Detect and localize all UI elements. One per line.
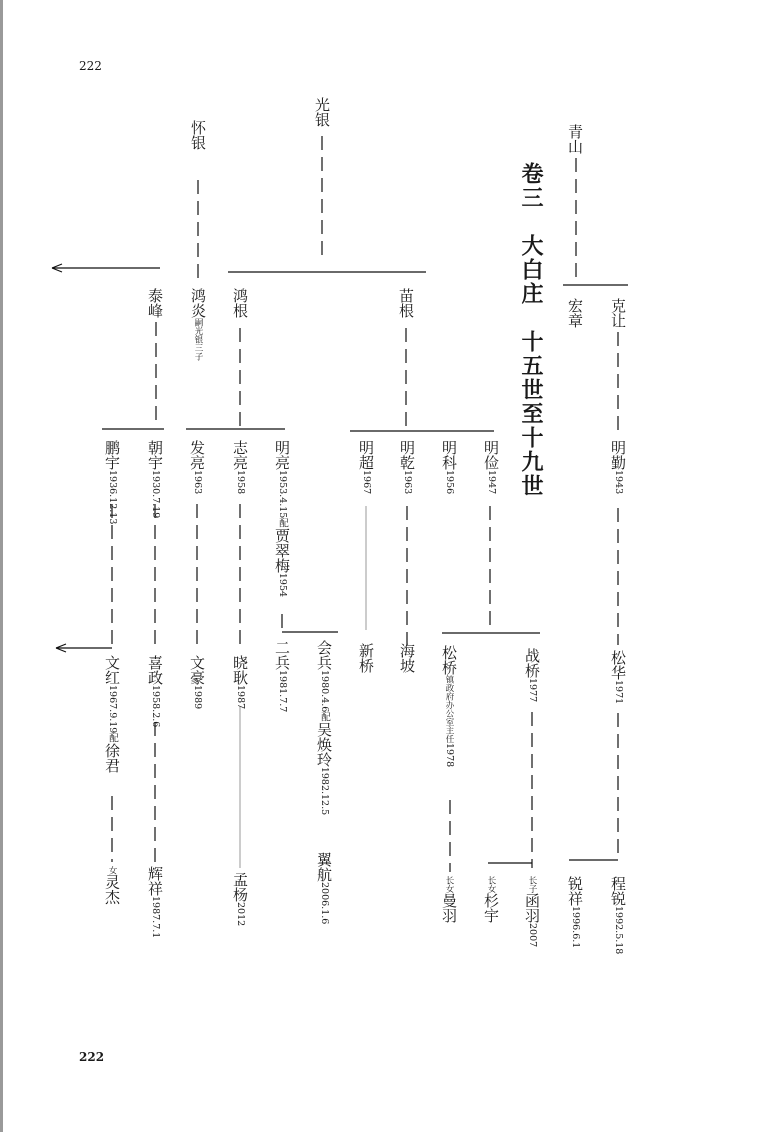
person-mingke: 明科1956 (440, 440, 458, 495)
person-faliang: 发亮1963 (188, 440, 206, 495)
page-title: 卷三 大白庄 十五世至十九世 (518, 162, 544, 498)
person-chengrui: 程锐1992.5.18 (609, 876, 627, 955)
person-hanyu: 长子函羽2007 (523, 876, 541, 948)
person-zhiliang: 志亮1958 (231, 440, 249, 495)
person-shanyu: 长女杉宇 (482, 876, 500, 923)
person-hongyan: 鸿炎嗣光银三子 (189, 288, 207, 361)
person-guangyin: 光银 (313, 97, 331, 127)
person-huaiyin: 怀银 (189, 120, 207, 150)
page-number-top: 222 (79, 59, 102, 73)
person-wenhao: 文豪1989 (188, 655, 206, 710)
person-taifeng: 泰峰 (146, 288, 164, 318)
person-xinqiao: 新桥 (357, 643, 375, 673)
person-mingjian: 明俭1947 (482, 440, 500, 495)
person-chaoyu: 朝宇1930.7.19 (146, 440, 164, 519)
person-zhanqiao: 战桥1977 (523, 648, 541, 703)
person-pengyu: 鹏宇1936.12.13 (103, 440, 121, 525)
page-number-bottom: 222 (79, 1050, 105, 1064)
person-wenhong: 文红1967.9.19配徐君 (103, 655, 121, 773)
person-huixiang: 辉祥1987.7.1 (146, 866, 164, 939)
person-xizheng: 喜政1958.2.6 (146, 655, 164, 728)
person-ruixiang: 锐祥1996.6.1 (566, 876, 584, 949)
person-huibing: 会兵1980.4.6配吴焕玲1982.12.5 (315, 640, 333, 816)
person-haipo: 海坡 (398, 643, 416, 673)
person-xiaogeng: 晓耿1987 (231, 655, 249, 710)
person-songqiao: 松桥镇政府办公室主任1978 (440, 645, 458, 768)
person-hongzhang: 宏章 (566, 298, 584, 328)
person-miaogen: 苗根 (397, 288, 415, 318)
person-mingqian: 明乾1963 (398, 440, 416, 495)
person-kerang: 克让 (609, 298, 627, 328)
person-erbing: 二兵1981.7.7 (273, 640, 291, 713)
person-manyu: 长女曼羽 (440, 876, 458, 923)
person-mingqin: 明勤1943 (609, 440, 627, 495)
person-mingliang: 明亮1953.4.15配贾翠梅1954 (273, 440, 291, 598)
person-qingshan: 青山 (566, 124, 584, 154)
person-mengyang: 孟杨2012 (231, 872, 249, 927)
person-yihang: 翼航2006.1.6 (315, 852, 333, 925)
person-honggen: 鸿根 (231, 288, 249, 318)
person-mingchao: 明超1967 (357, 440, 375, 495)
person-lingjie: 女灵杰 (103, 866, 121, 905)
person-songhua: 松华1971 (609, 650, 627, 705)
